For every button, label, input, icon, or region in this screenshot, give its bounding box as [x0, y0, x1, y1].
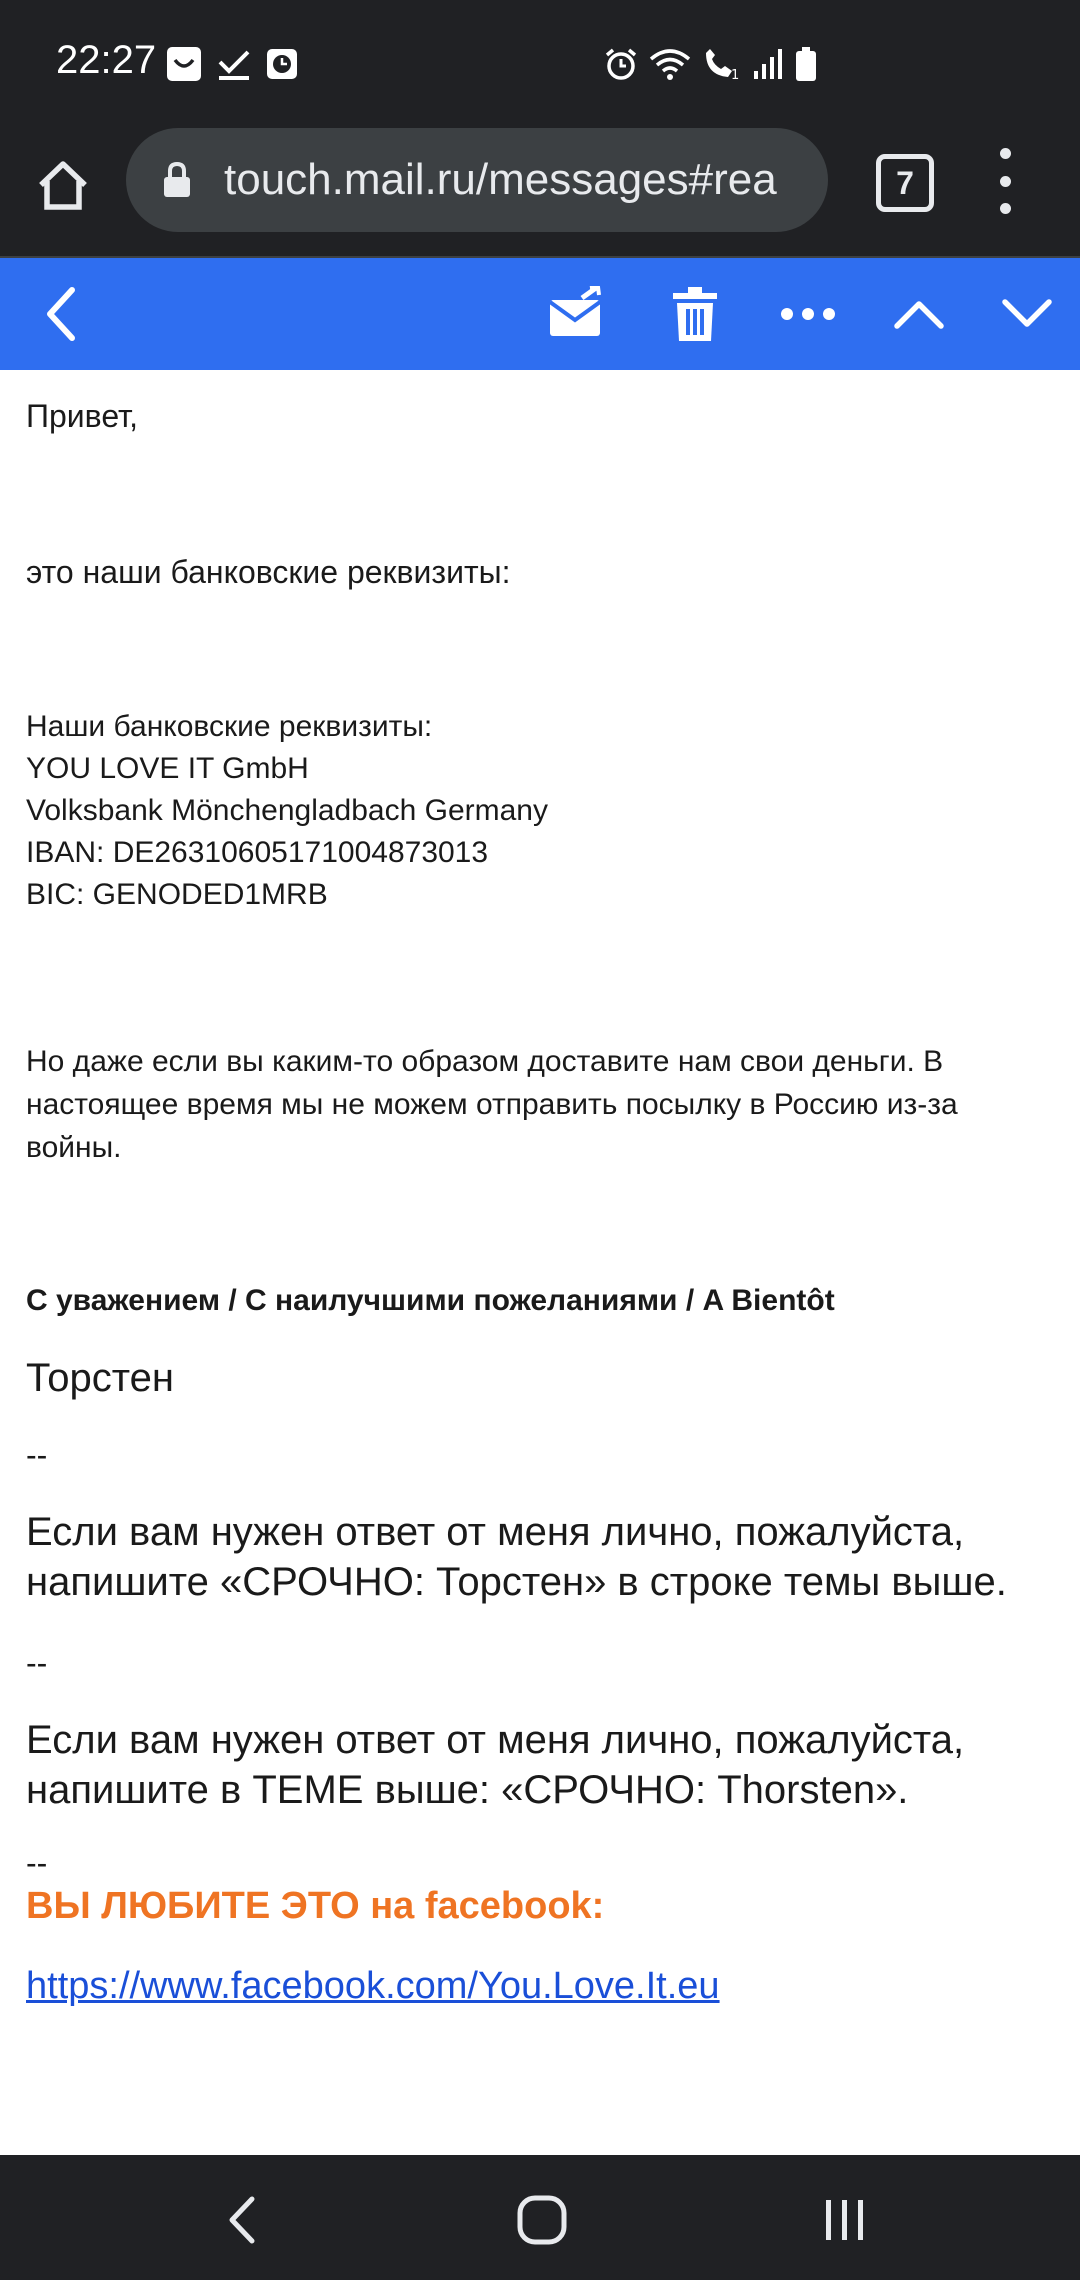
- bank-details: [26, 706, 1056, 916]
- checkmark-icon: [216, 46, 252, 87]
- separator: --: [26, 1437, 48, 1473]
- svg-text:1: 1: [731, 68, 740, 81]
- wifi-call-icon: [702, 47, 742, 86]
- browser-toolbar: [0, 128, 1080, 258]
- browser-menu-button[interactable]: [990, 148, 1020, 214]
- urgent-request-ru: Если вам нужен ответ от меня лично, пожалуйста, напишите «СРОЧНО: Торстен» в строке темы выше.: [26, 1510, 1007, 1604]
- bank-details-line: Volksbank Mönchengladbach Germany: [26, 794, 548, 827]
- chevron-up-icon: [893, 298, 945, 330]
- url-text: touch.mail.ru/messages#rea: [224, 155, 777, 204]
- delete-button[interactable]: [659, 278, 731, 350]
- bank-details-line: Наши банковские реквизиты:: [26, 710, 433, 743]
- clock-app-icon: [266, 48, 298, 85]
- more-icon: [780, 306, 836, 322]
- trash-icon: [671, 285, 719, 343]
- menu-dot-icon: [1000, 176, 1011, 187]
- next-message-button[interactable]: [991, 278, 1063, 350]
- status-system-icons: [604, 46, 818, 87]
- nav-back-button[interactable]: [206, 2185, 276, 2255]
- closing-text: С уважением / С наилучшими пожеланиями / A Bientôt: [26, 1284, 835, 1317]
- signature-name: Торстен: [26, 1356, 175, 1400]
- back-button[interactable]: [26, 278, 98, 350]
- status-time: 22:27: [56, 38, 157, 82]
- previous-message-button[interactable]: [883, 278, 955, 350]
- mail-toolbar: [0, 258, 1080, 370]
- nav-recents-icon: [821, 2196, 869, 2244]
- more-actions-button[interactable]: [772, 278, 844, 350]
- lock-icon: [162, 161, 192, 199]
- separator: --: [26, 1845, 48, 1881]
- status-bar: [0, 0, 1080, 128]
- back-icon: [42, 284, 82, 344]
- battery-icon: [794, 46, 818, 87]
- message-body: [26, 370, 1056, 2011]
- smile-notification-icon: [166, 46, 202, 87]
- nav-home-icon: [516, 2194, 568, 2246]
- status-notification-icons: [166, 46, 298, 87]
- home-button[interactable]: [30, 152, 96, 218]
- home-icon: [35, 157, 91, 213]
- nav-home-button[interactable]: [507, 2185, 577, 2255]
- nav-recents-button[interactable]: [810, 2185, 880, 2255]
- wifi-icon: [648, 47, 692, 86]
- system-navigation-bar: [0, 2155, 1080, 2280]
- mail-spam-icon: [546, 286, 610, 342]
- address-bar[interactable]: [126, 128, 828, 232]
- alarm-icon: [604, 47, 638, 86]
- bank-details-line: IBAN: DE26310605171004873013: [26, 836, 489, 869]
- chevron-down-icon: [1001, 298, 1053, 330]
- bank-details-line: YOU LOVE IT GmbH: [26, 752, 309, 785]
- signal-icon: [752, 47, 784, 86]
- menu-dot-icon: [1000, 203, 1011, 214]
- facebook-link[interactable]: https://www.facebook.com/You.Love.It.eu: [26, 1965, 720, 2007]
- notice-text: Но даже если вы каким-то образом доставите нам свои деньги. В настоящее время мы не можем отправить посылку в Россию из-за войны.: [26, 1045, 958, 1164]
- bank-details-line: BIC: GENODED1MRB: [26, 878, 328, 911]
- facebook-heading: ВЫ ЛЮБИТЕ ЭТО на facebook:: [26, 1885, 605, 1927]
- greeting-text: Привет,: [26, 398, 139, 434]
- menu-dot-icon: [1000, 148, 1011, 159]
- tab-switcher-button[interactable]: 7: [876, 154, 934, 212]
- intro-text: это наши банковские реквизиты:: [26, 554, 511, 590]
- urgent-request-en: Если вам нужен ответ от меня лично, пожалуйста, напишите в ТЕМЕ выше: «СРОЧНО: Thorsten».: [26, 1718, 965, 1812]
- separator: --: [26, 1645, 48, 1681]
- nav-back-icon: [224, 2195, 258, 2245]
- move-to-spam-button[interactable]: [542, 278, 614, 350]
